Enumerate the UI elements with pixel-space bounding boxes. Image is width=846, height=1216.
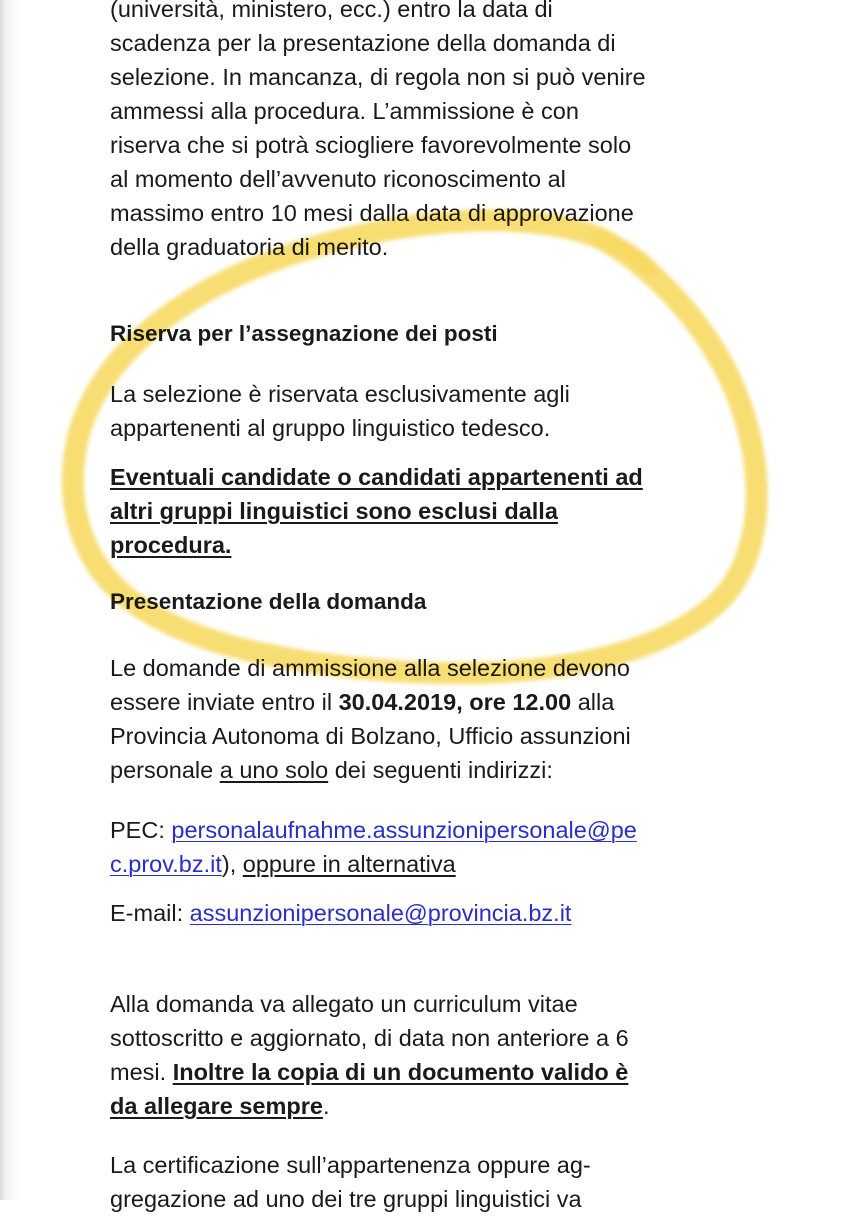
deadline-date: 30.04.2019, ore 12.00 xyxy=(338,689,572,715)
paragraph-certification xyxy=(110,1148,678,1216)
text-line: selezione. In mancanza, di regola non si può venire xyxy=(110,64,646,90)
text-line xyxy=(110,753,678,787)
text-fragment: dei seguenti indirizzi: xyxy=(328,757,553,783)
text-line: riserva che si potrà sciogliere favorevolmente solo xyxy=(110,132,632,158)
pec-email-link[interactable]: personalaufnahme.assunzionipersonale@pe xyxy=(171,817,637,843)
text-line: procedura. xyxy=(110,532,232,558)
text-line: al momento dell’avvenuto riconoscimento al xyxy=(110,166,566,192)
underlined-text: a uno solo xyxy=(219,757,329,783)
text-line: (università, ministero, ecc.) entro la data di xyxy=(110,0,553,22)
bold-underlined-text: Inoltre la copia di un documento valido è xyxy=(172,1059,629,1085)
text-line: La certificazione sull’appartenenza oppure ag- xyxy=(110,1152,591,1178)
paragraph-reserve xyxy=(110,377,678,445)
underlined-text: oppure in alternativa xyxy=(242,851,456,877)
pec-label: PEC: xyxy=(110,817,172,843)
text-line: La selezione è riservata esclusivamente agli xyxy=(110,381,570,407)
text-fragment: alla xyxy=(571,689,615,715)
email-link[interactable]: assunzionipersonale@provincia.bz.it xyxy=(189,900,572,926)
pec-address xyxy=(110,813,678,881)
text-line xyxy=(110,813,678,847)
text-line: Le domande di ammissione alla selezione devono xyxy=(110,655,630,681)
text-line: Provincia Autonoma di Bolzano, Ufficio assunzioni xyxy=(110,723,631,749)
bold-underlined-text: da allegare sempre xyxy=(110,1093,323,1119)
paragraph-cv xyxy=(110,987,678,1123)
text-line: Alla domanda va allegato un curriculum vitae xyxy=(110,991,578,1017)
text-line xyxy=(110,847,678,881)
email-label: E-mail: xyxy=(110,900,190,926)
text-line: della graduatoria di merito. xyxy=(110,234,389,260)
text-fragment: essere inviate entro il xyxy=(110,689,339,715)
text-line: scadenza per la presentazione della domanda di xyxy=(110,30,616,56)
text-fragment: mesi. xyxy=(110,1059,173,1085)
page-edge-shadow xyxy=(0,0,20,1200)
text-line xyxy=(110,1089,678,1123)
pec-email-link-continuation[interactable]: c.prov.bz.it xyxy=(110,851,222,877)
text-line: gregazione ad uno dei tre gruppi linguistici va xyxy=(110,1186,582,1212)
text-line: massimo entro 10 mesi dalla data di approvazione xyxy=(110,200,634,226)
heading-application: Presentazione della domanda xyxy=(110,589,427,614)
text-fragment: ), xyxy=(221,851,243,877)
email-address xyxy=(110,896,678,930)
heading-reserve: Riserva per l’assegnazione dei posti xyxy=(110,321,498,346)
paragraph-application-deadline xyxy=(110,651,678,787)
text-line xyxy=(110,896,678,930)
text-fragment: personale xyxy=(110,757,220,783)
text-line: sottoscritto e aggiornato, di data non anteriore a 6 xyxy=(110,1025,629,1051)
text-line: ammessi alla procedura. L’ammissione è con xyxy=(110,98,579,124)
text-line xyxy=(110,1055,678,1089)
paragraph-exclusion-notice xyxy=(110,460,678,562)
text-line: appartenenti al gruppo linguistico tedesco. xyxy=(110,415,551,441)
text-line xyxy=(110,685,678,719)
text-line: altri gruppi linguistici sono esclusi dalla xyxy=(110,498,558,524)
text-fragment: . xyxy=(322,1093,330,1119)
text-line: Eventuali candidate o candidati appartenenti ad xyxy=(110,464,643,490)
paragraph-admission-conditions xyxy=(110,0,678,264)
